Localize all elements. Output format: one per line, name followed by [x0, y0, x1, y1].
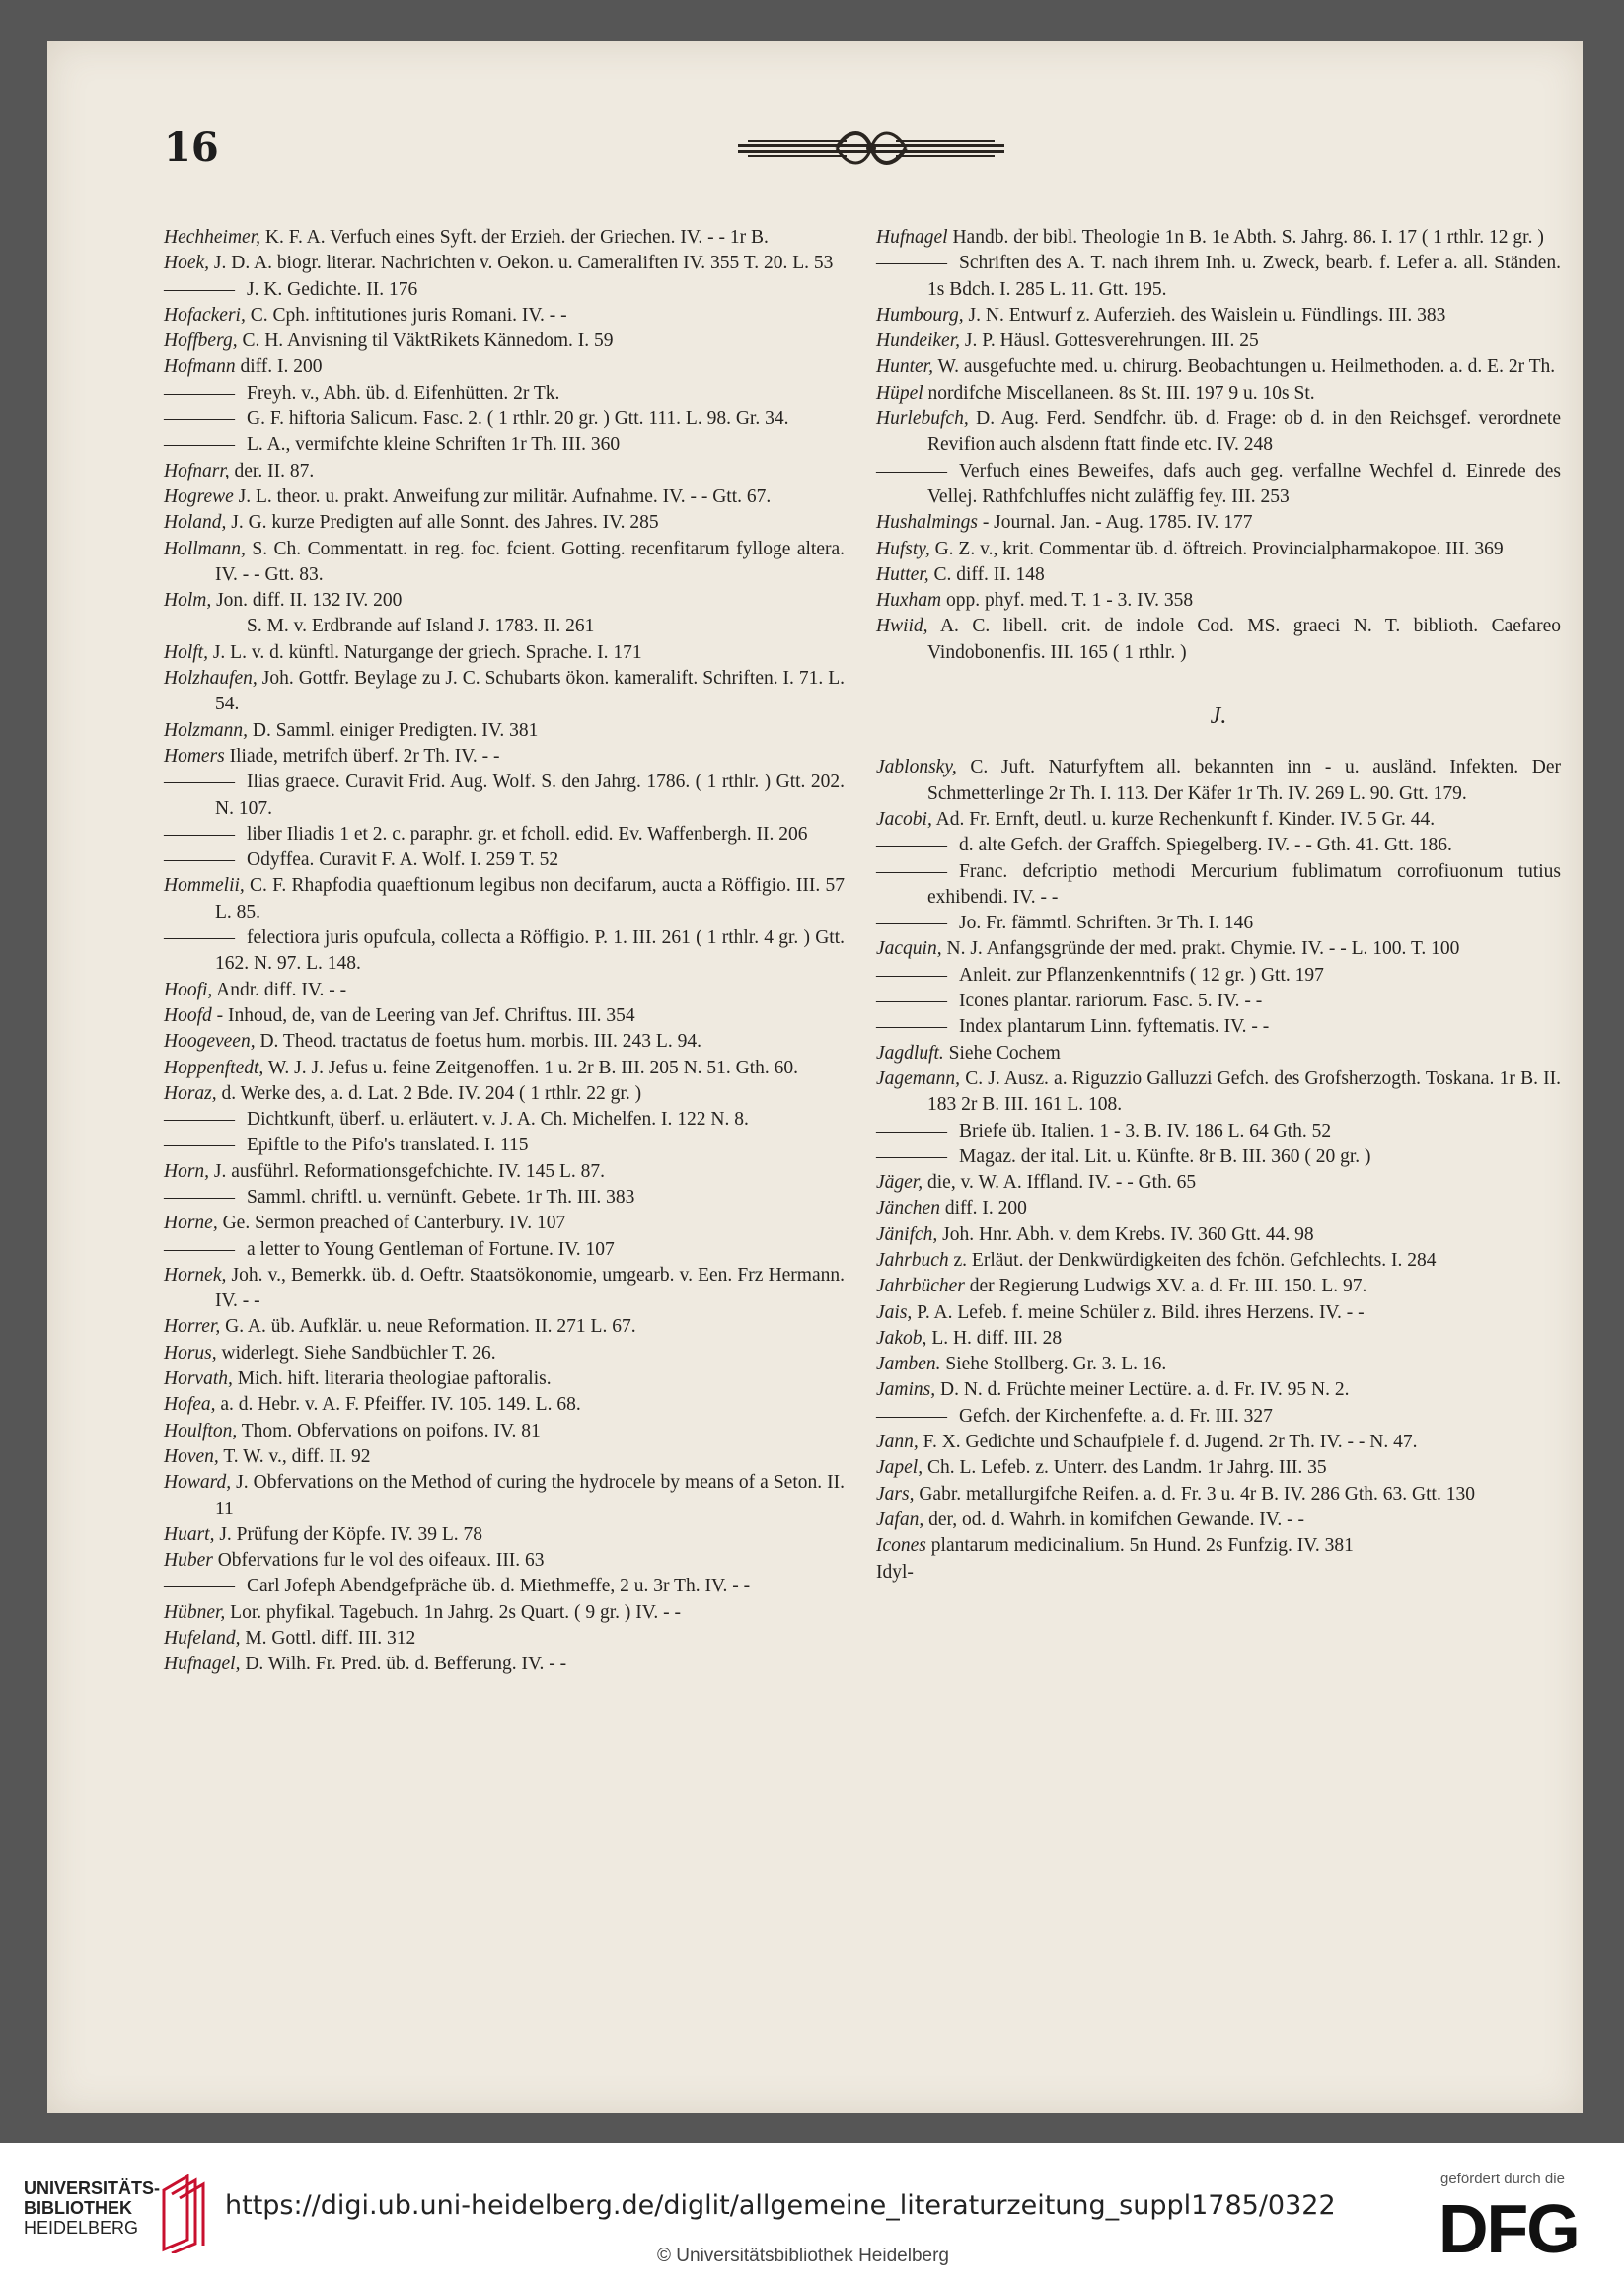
entry-text: C. J. Ausz. a. Riguzzio Galluzzi Gefch. des Grofsherzogth. Toskana. 1r B. II. 183 2r B. III. 161 L. 108.	[927, 1068, 1562, 1116]
entry-headword: Hutter,	[876, 563, 929, 585]
entry-text: Icones plantar. rariorum. Fasc. 5. IV. - -	[959, 991, 1263, 1012]
index-entry	[164, 381, 845, 406]
index-entry	[164, 666, 845, 718]
entry-text: Jo. Fr. fämmtl. Schriften. 3r Th. I. 146	[959, 913, 1254, 934]
index-entry	[164, 1133, 845, 1158]
entry-text: Schriften des A. T. nach ihrem Inh. u. Zweck, bearb. f. Lefer a. all. Ständen. 1s Bdch. I. 285 L. 11. Gtt. 195.	[927, 253, 1561, 300]
index-entry	[876, 537, 1561, 562]
entry-text: Andr. diff. IV. - -	[216, 979, 347, 1000]
index-entry	[164, 510, 845, 536]
index-entry	[876, 1067, 1561, 1119]
entry-text: C. Cph. inftitutiones juris Romani. IV. - -	[250, 304, 567, 326]
entry-headword: Jais,	[876, 1301, 913, 1323]
entry-headword: Hollmann,	[164, 538, 246, 559]
entry-headword: Hoven,	[164, 1445, 219, 1467]
entry-headword: Icones	[876, 1535, 926, 1557]
entry-text: D. Samml. einiger Predigten. IV. 381	[252, 719, 539, 741]
entry-text: Ge. Sermon preached of Canterbury. IV. 107	[222, 1213, 566, 1234]
entry-headword: Huxham	[876, 590, 942, 612]
entry-text: Joh. Gottfr. Beylage zu J. C. Schubarts ökon. kameralift. Schriften. I. 71. L. 54.	[215, 668, 846, 715]
index-entry	[876, 911, 1561, 936]
index-entry	[164, 1081, 845, 1107]
index-entry	[876, 381, 1561, 406]
entry-headword: Holft,	[164, 641, 208, 663]
entry-headword: Horvath,	[164, 1368, 233, 1390]
entry-text: a. d. Hebr. v. A. F. Pfeiffer. IV. 105. 149. L. 68.	[220, 1394, 581, 1416]
entry-text: d. Werke des, a. d. Lat. 2 Bde. IV. 204 ( 1 rthlr. 22 gr. )	[221, 1082, 642, 1104]
entry-text: felectiora juris opufcula, collecta a Röffigio. P. 1. III. 261 ( 1 rthlr. 4 gr. ) Gtt. 162. N. 97. L. 148.	[215, 927, 845, 975]
right-column	[876, 225, 1561, 1585]
index-entry	[164, 484, 845, 510]
index-entry	[876, 1430, 1561, 1455]
entry-text: plantarum medicinalium. 5n Hund. 2s Funfzig. IV. 381	[930, 1535, 1354, 1557]
entry-text: W. ausgefuchte med. u. chirurg. Beobachtungen u. Heilmethoden. a. d. E. 2r Th.	[937, 356, 1556, 378]
index-entry	[876, 1274, 1561, 1299]
entry-headword: Hommelii,	[164, 875, 245, 897]
copyright-notice: © Universitätsbibliothek Heidelberg	[657, 2246, 949, 2266]
index-entry	[876, 1300, 1561, 1326]
entry-text: C. F. Rhapfodia quaeftionum legibus non decifarum, aucta a Röffigio. III. 57 L. 85.	[215, 875, 846, 922]
index-entry	[164, 1211, 845, 1236]
index-entry	[876, 1248, 1561, 1274]
entry-text: J. L. v. d. künftl. Naturgange der griech. Sprache. I. 171	[212, 641, 642, 663]
entry-headword: Holm,	[164, 590, 212, 612]
entry-text: Dichtkunft, überf. u. erläutert. v. J. A. Ch. Michelfen. I. 122 N. 8.	[247, 1109, 749, 1131]
right-column-j-entries	[876, 755, 1561, 1585]
entry-headword: Hüpel	[876, 382, 923, 404]
entry-text: z. Erläut. der Denkwürdigkeiten des fchön. Gefchlechts. I. 284	[953, 1249, 1437, 1271]
book-page	[47, 41, 1583, 2113]
entry-text: J. N. Entwurf z. Auferzieh. des Waislein u. Fündlings. III. 383	[968, 304, 1446, 326]
entry-headword: Hufnagel	[876, 227, 948, 248]
entry-text: Obfervations fur le vol des oifeaux. III. 63	[217, 1550, 545, 1572]
index-entry	[876, 562, 1561, 588]
entry-text: L. A., vermifchte kleine Schriften 1r Th. III. 360	[247, 434, 621, 456]
index-entry	[876, 1144, 1561, 1170]
index-entry	[876, 1533, 1561, 1559]
entry-headword: Hoppenftedt,	[164, 1057, 264, 1078]
entry-text: G. Z. v., krit. Commentar üb. d. öftreich. Provincialpharmakopoe. III. 369	[934, 538, 1504, 559]
entry-headword: Howard,	[164, 1472, 232, 1494]
index-entry	[164, 459, 845, 484]
entry-text: D. N. d. Früchte meiner Lectüre. a. d. Fr. IV. 95 N. 2.	[940, 1379, 1350, 1401]
index-entry	[876, 755, 1561, 807]
index-entry	[876, 936, 1561, 962]
entry-text: Index plantarum Linn. fyftematis. IV. - -	[959, 1016, 1270, 1038]
entry-headword: Jacquin,	[876, 938, 942, 960]
entry-text: Franc. defcriptio methodi Mercurium fublimatum corrofiuonum tutius exhibendi. IV. - -	[927, 860, 1561, 908]
index-entry	[164, 1159, 845, 1185]
entry-headword: Jann,	[876, 1432, 919, 1453]
index-entry	[876, 1014, 1561, 1040]
index-entry	[876, 989, 1561, 1014]
index-entry	[876, 1222, 1561, 1248]
index-entry	[164, 1237, 845, 1263]
entry-text: Joh. v., Bemerkk. üb. d. Oeftr. Staatsökonomie, umgearb. v. Een. Frz Hermann. IV. - -	[215, 1264, 845, 1312]
entry-headword: Holand,	[164, 512, 227, 534]
entry-text: widerlegt. Siehe Sandbüchler T. 26.	[221, 1342, 496, 1364]
entry-text: Idyl-	[876, 1561, 914, 1583]
entry-headword: Jagemann,	[876, 1068, 961, 1089]
entry-text: D. Aug. Ferd. Sendfchr. üb. d. Frage: ob d. in den Reichsgef. verordnete Revifion auch alsdenn ftatt finde etc. IV. 248	[927, 408, 1561, 456]
entry-text: der, od. d. Wahrh. in komifchen Gewande. IV. - -	[928, 1509, 1304, 1530]
document-url-link[interactable]: https://digi.ub.uni-heidelberg.de/diglit/allgemeine_literaturzeitung_suppl1785/0322	[225, 2190, 1336, 2221]
index-entry	[876, 1508, 1561, 1533]
entry-text: J. ausführl. Reformationsgefchichte. IV. 145 L. 87.	[213, 1160, 605, 1182]
entry-headword: Horrer,	[164, 1316, 221, 1338]
entry-headword: Jäger,	[876, 1172, 923, 1194]
entry-text: Siehe Stollberg. Gr. 3. L. 16.	[945, 1354, 1167, 1375]
entry-text: Joh. Hnr. Abh. v. dem Krebs. IV. 360 Gtt. 44. 98	[942, 1223, 1314, 1245]
entry-text: A. C. libell. crit. de indole Cod. MS. graeci N. T. biblioth. Caefareo Vindobonenfis. III. 165 ( 1 rthlr. )	[927, 616, 1561, 663]
entry-text: - Inhoud, de, van de Leering van Jef. Chriftus. III. 354	[216, 1004, 635, 1026]
library-name-line1: UNIVERSITÄTS-	[24, 2178, 161, 2198]
entry-headword: Hwiid,	[876, 616, 928, 637]
entry-text: D. Wilh. Fr. Pred. üb. d. Befferung. IV. - -	[245, 1654, 567, 1675]
entry-headword: Hoofd	[164, 1004, 212, 1026]
entry-headword: Jars,	[876, 1483, 915, 1505]
header-ornament-icon	[738, 118, 1004, 178]
index-entry	[164, 588, 845, 614]
entry-text: S. Ch. Commentatt. in reg. foc. fcient. Gotting. recenfitarum fylloge altera. IV. - - Gtt. 83.	[215, 538, 845, 585]
index-entry	[164, 1341, 845, 1366]
entry-text: Freyh. v., Abh. üb. d. Eifenhütten. 2r Tk.	[247, 382, 560, 404]
entry-headword: Hufsty,	[876, 538, 930, 559]
entry-text: Odyffea. Curavit F. A. Wolf. I. 259 T. 52	[247, 849, 559, 871]
library-emblem-icon	[158, 2171, 207, 2253]
entry-headword: Jafan,	[876, 1509, 924, 1530]
entry-headword: Huber	[164, 1550, 213, 1572]
index-entry	[164, 1419, 845, 1444]
index-entry	[164, 873, 845, 925]
index-entry	[164, 1444, 845, 1470]
index-entry	[164, 225, 845, 251]
index-entry	[164, 925, 845, 978]
entry-headword: Hoogeveen,	[164, 1031, 256, 1053]
index-entry	[876, 1404, 1561, 1430]
entry-text: Jon. diff. II. 132 IV. 200	[216, 590, 403, 612]
entry-headword: Hunter,	[876, 356, 933, 378]
entry-text: der Regierung Ludwigs XV. a. d. Fr. III. 150. L. 97.	[969, 1276, 1367, 1297]
entry-headword: Hushalmings	[876, 512, 978, 534]
entry-text: der. II. 87.	[234, 460, 315, 481]
entry-text: J. K. Gedichte. II. 176	[247, 278, 418, 300]
entry-text: J. L. theor. u. prakt. Anweifung zur militär. Aufnahme. IV. - - Gtt. 67.	[238, 485, 772, 507]
index-entry	[876, 1377, 1561, 1403]
section-letter: J.	[1210, 703, 1227, 730]
index-entry	[876, 1326, 1561, 1352]
index-entry	[164, 537, 845, 589]
entry-text: J. Prüfung der Köpfe. IV. 39 L. 78	[219, 1523, 482, 1545]
entry-text: S. M. v. Erdbrande auf Island J. 1783. II. 261	[247, 616, 595, 637]
page-number: 16	[164, 124, 219, 171]
entry-text: D. Theod. tractatus de foetus hum. morbis. III. 243 L. 94.	[259, 1031, 701, 1053]
entry-headword: Jagdluft.	[876, 1042, 944, 1064]
index-entry	[164, 822, 845, 848]
entry-headword: Huart,	[164, 1523, 215, 1545]
entry-headword: Hübner,	[164, 1601, 226, 1623]
entry-text: Thom. Obfervations on poifons. IV. 81	[241, 1420, 541, 1441]
entry-text: L. H. diff. III. 28	[931, 1327, 1063, 1349]
index-entry	[876, 251, 1561, 303]
entry-headword: Hofnarr,	[164, 460, 230, 481]
entry-text: d. alte Gefch. der Graffch. Spiegelberg. IV. - - Gth. 41. Gtt. 186.	[959, 835, 1452, 856]
entry-text: Iliade, metrifch überf. 2r Th. IV. - -	[229, 745, 500, 767]
entry-text: C. H. Anvisning til VäktRikets Kännedom. I. 59	[242, 331, 614, 352]
index-entry	[164, 1366, 845, 1392]
index-entry	[876, 406, 1561, 459]
index-entry	[164, 1574, 845, 1599]
index-entry	[164, 277, 845, 303]
entry-headword: Jahrbuch	[876, 1249, 949, 1271]
index-entry	[164, 848, 845, 873]
entry-text: Lor. phyfikal. Tagebuch. 1n Jahrg. 2s Quart. ( 9 gr. ) IV. - -	[230, 1601, 681, 1623]
index-entry	[876, 1041, 1561, 1067]
entry-headword: Hoek,	[164, 253, 210, 274]
entry-text: Epiftle to the Pifo's translated. I. 115	[247, 1135, 529, 1156]
entry-headword: Houlfton,	[164, 1420, 238, 1441]
entry-headword: Horne,	[164, 1213, 218, 1234]
entry-text: J. P. Häusl. Gottesverehrungen. III. 25	[964, 331, 1259, 352]
entry-headword: Hofackeri,	[164, 304, 246, 326]
entry-headword: Japel,	[876, 1457, 923, 1479]
index-entry	[164, 1003, 845, 1029]
index-entry	[876, 859, 1561, 912]
entry-text: Samml. chriftl. u. vernünft. Gebete. 1r Th. III. 383	[247, 1186, 635, 1208]
entry-headword: Jahrbücher	[876, 1276, 965, 1297]
index-entry	[876, 1455, 1561, 1481]
entry-text: C. diff. II. 148	[933, 563, 1045, 585]
entry-headword: Humbourg,	[876, 304, 964, 326]
entry-text: Anleit. zur Pflanzenkenntnifs ( 12 gr. ) Gtt. 197	[959, 964, 1324, 986]
entry-text: T. W. v., diff. II. 92	[223, 1445, 371, 1467]
entry-headword: Horus,	[164, 1342, 217, 1364]
entry-headword: Jänifch,	[876, 1223, 938, 1245]
entry-headword: Jamben.	[876, 1354, 941, 1375]
entry-text: a letter to Young Gentleman of Fortune. IV. 107	[247, 1238, 615, 1260]
entry-text: J. G. kurze Predigten auf alle Sonnt. des Jahres. IV. 285	[231, 512, 659, 534]
index-entry	[164, 1107, 845, 1133]
index-entry	[164, 303, 845, 329]
index-entry	[876, 1119, 1561, 1144]
funding-label: gefördert durch die	[1440, 2171, 1565, 2187]
entry-text: W. J. J. Jefus u. feine Zeitgenoffen. 1 u. 2r B. III. 205 N. 51. Gth. 60.	[267, 1057, 799, 1078]
index-entry	[876, 225, 1561, 251]
index-entry	[164, 770, 845, 822]
entry-text: G. A. üb. Aufklär. u. neue Reformation. II. 271 L. 67.	[225, 1316, 636, 1338]
index-entry	[876, 510, 1561, 536]
entry-text: Mich. hift. literaria theologiae paftoralis.	[237, 1368, 552, 1390]
index-entry	[876, 329, 1561, 354]
index-entry	[164, 1522, 845, 1548]
index-entry	[164, 1548, 845, 1574]
entry-text: Verfuch eines Beweifes, dafs auch geg. verfallne Wechfel d. Einrede des Vellej. Rathfchluffes nicht zuläffig fey. III. 253	[927, 460, 1561, 507]
entry-headword: Jakob,	[876, 1327, 927, 1349]
entry-text: Ch. L. Lefeb. z. Unterr. des Landm. 1r Jahrg. III. 35	[926, 1457, 1327, 1479]
entry-text: Ad. Fr. Ernft, deutl. u. kurze Rechenkunft f. Kinder. IV. 5 Gr. 44.	[935, 808, 1436, 830]
right-column-h-entries	[876, 225, 1561, 666]
entry-text: Siehe Cochem	[948, 1042, 1061, 1064]
index-entry	[164, 744, 845, 770]
index-entry	[876, 1352, 1561, 1377]
index-entry	[876, 588, 1561, 614]
entry-headword: Holzhaufen,	[164, 668, 258, 690]
entry-text: nordifche Miscellaneen. 8s St. III. 197 9 u. 10s St.	[927, 382, 1315, 404]
index-entry	[164, 718, 845, 744]
entry-text: J. Obfervations on the Method of curing the hydrocele by means of a Seton. II. 11	[215, 1472, 846, 1519]
left-column	[164, 225, 845, 1678]
index-entry	[876, 1196, 1561, 1221]
entry-text: liber Iliadis 1 et 2. c. paraphr. gr. et fcholl. edid. Ev. Waffenbergh. II. 206	[247, 823, 808, 845]
index-entry	[164, 640, 845, 666]
index-entry	[164, 1263, 845, 1315]
index-entry	[164, 1056, 845, 1081]
index-entry	[164, 614, 845, 639]
entry-text: diff. I. 200	[944, 1198, 1027, 1219]
index-entry	[876, 807, 1561, 833]
entry-text: G. F. hiftoria Salicum. Fasc. 2. ( 1 rthlr. 20 gr. ) Gtt. 111. L. 98. Gr. 34.	[247, 408, 789, 430]
entry-headword: Hornek,	[164, 1264, 227, 1286]
entry-text: Gabr. metallurgifche Reifen. a. d. Fr. 3 u. 4r B. IV. 286 Gth. 63. Gtt. 130	[919, 1483, 1475, 1505]
index-entry	[164, 978, 845, 1003]
entry-headword: Hundeiker,	[876, 331, 961, 352]
index-entry	[164, 1185, 845, 1211]
index-entry	[164, 406, 845, 432]
entry-headword: Horaz,	[164, 1082, 217, 1104]
entry-text: Ilias graece. Curavit Frid. Aug. Wolf. S. den Jahrg. 1786. ( 1 rthlr. ) Gtt. 202. N. 107.	[215, 772, 845, 819]
entry-text: J. D. A. biogr. literar. Nachrichten v. Oekon. u. Cameraliften IV. 355 T. 20. L. 53	[213, 253, 834, 274]
entry-headword: Hofea,	[164, 1394, 216, 1416]
index-entry	[876, 963, 1561, 989]
entry-headword: Hofmann	[164, 356, 236, 378]
index-entry	[164, 251, 845, 276]
dfg-logo[interactable]: DFG	[1439, 2190, 1579, 2267]
entry-headword: Jänchen	[876, 1198, 940, 1219]
index-entry	[876, 303, 1561, 329]
entry-text: Magaz. der ital. Lit. u. Künfte. 8r B. III. 360 ( 20 gr. )	[959, 1145, 1371, 1167]
index-entry	[876, 614, 1561, 666]
index-entry	[164, 329, 845, 354]
index-entry	[876, 459, 1561, 511]
entry-headword: Homers	[164, 745, 225, 767]
index-entry	[876, 1560, 1561, 1585]
index-entry	[164, 1470, 845, 1522]
entry-text: M. Gottl. diff. III. 312	[245, 1628, 416, 1650]
entry-headword: Hufeland,	[164, 1628, 241, 1650]
library-name-line2: BIBLIOTHEK	[24, 2198, 132, 2218]
index-entry	[164, 1652, 845, 1677]
index-entry	[876, 1170, 1561, 1196]
entry-text: - Journal. Jan. - Aug. 1785. IV. 177	[982, 512, 1253, 534]
entry-headword: Hufnagel,	[164, 1654, 241, 1675]
entry-text: diff. I. 200	[240, 356, 323, 378]
entry-headword: Horn,	[164, 1160, 210, 1182]
entry-text: C. Juft. Naturfyftem all. bekannten inn - u. ausländ. Infekten. Der Schmetterlinge 2r Th. I. 113. Der Käfer 1r Th. IV. 269 L. 90. Gtt. 179.	[927, 757, 1562, 804]
entry-headword: Hurlebufch,	[876, 408, 969, 430]
entry-headword: Hogrewe	[164, 485, 234, 507]
entry-text: Carl Jofeph Abendgefpräche üb. d. Miethmeffe, 2 u. 3r Th. IV. - -	[247, 1576, 751, 1597]
entry-text: P. A. Lefeb. f. meine Schüler z. Bild. ihres Herzens. IV. - -	[917, 1301, 1365, 1323]
entry-text: Gefch. der Kirchenfefte. a. d. Fr. III. 327	[959, 1405, 1273, 1427]
library-logo[interactable]	[24, 2178, 160, 2238]
index-entry	[164, 1626, 845, 1652]
entry-headword: Hoofi,	[164, 979, 213, 1000]
index-entry	[876, 1482, 1561, 1508]
library-name-line3: HEIDELBERG	[24, 2218, 139, 2238]
index-entry	[876, 354, 1561, 380]
entry-text: Briefe üb. Italien. 1 - 3. B. IV. 186 L. 64 Gth. 52	[959, 1120, 1332, 1142]
entry-text: die, v. W. A. Iffland. IV. - - Gth. 65	[927, 1172, 1197, 1194]
entry-text: K. F. A. Verfuch eines Syft. der Erzieh. der Griechen. IV. - - 1r B.	[264, 227, 769, 248]
entry-headword: Holzmann,	[164, 719, 249, 741]
footer-bar	[0, 2143, 1624, 2285]
index-entry	[876, 833, 1561, 858]
index-entry	[164, 432, 845, 458]
entry-text: opp. phyf. med. T. 1 - 3. IV. 358	[945, 590, 1194, 612]
entry-headword: Hoffberg,	[164, 331, 238, 352]
entry-headword: Hechheimer,	[164, 227, 261, 248]
index-entry	[164, 354, 845, 380]
index-entry	[164, 1314, 845, 1340]
entry-headword: Jacobi,	[876, 808, 932, 830]
entry-text: Handb. der bibl. Theologie 1n B. 1e Abth. S. Jahrg. 86. I. 17 ( 1 rthlr. 12 gr. )	[952, 227, 1544, 248]
index-entry	[164, 1392, 845, 1418]
entry-text: F. X. Gedichte und Schaufpiele f. d. Jugend. 2r Th. IV. - - N. 47.	[923, 1432, 1418, 1453]
index-entry	[164, 1029, 845, 1055]
entry-headword: Jamins,	[876, 1379, 936, 1401]
index-entry	[164, 1600, 845, 1626]
entry-headword: Jablonsky,	[876, 757, 957, 778]
entry-text: N. J. Anfangsgründe der med. prakt. Chymie. IV. - - L. 100. T. 100	[946, 938, 1460, 960]
